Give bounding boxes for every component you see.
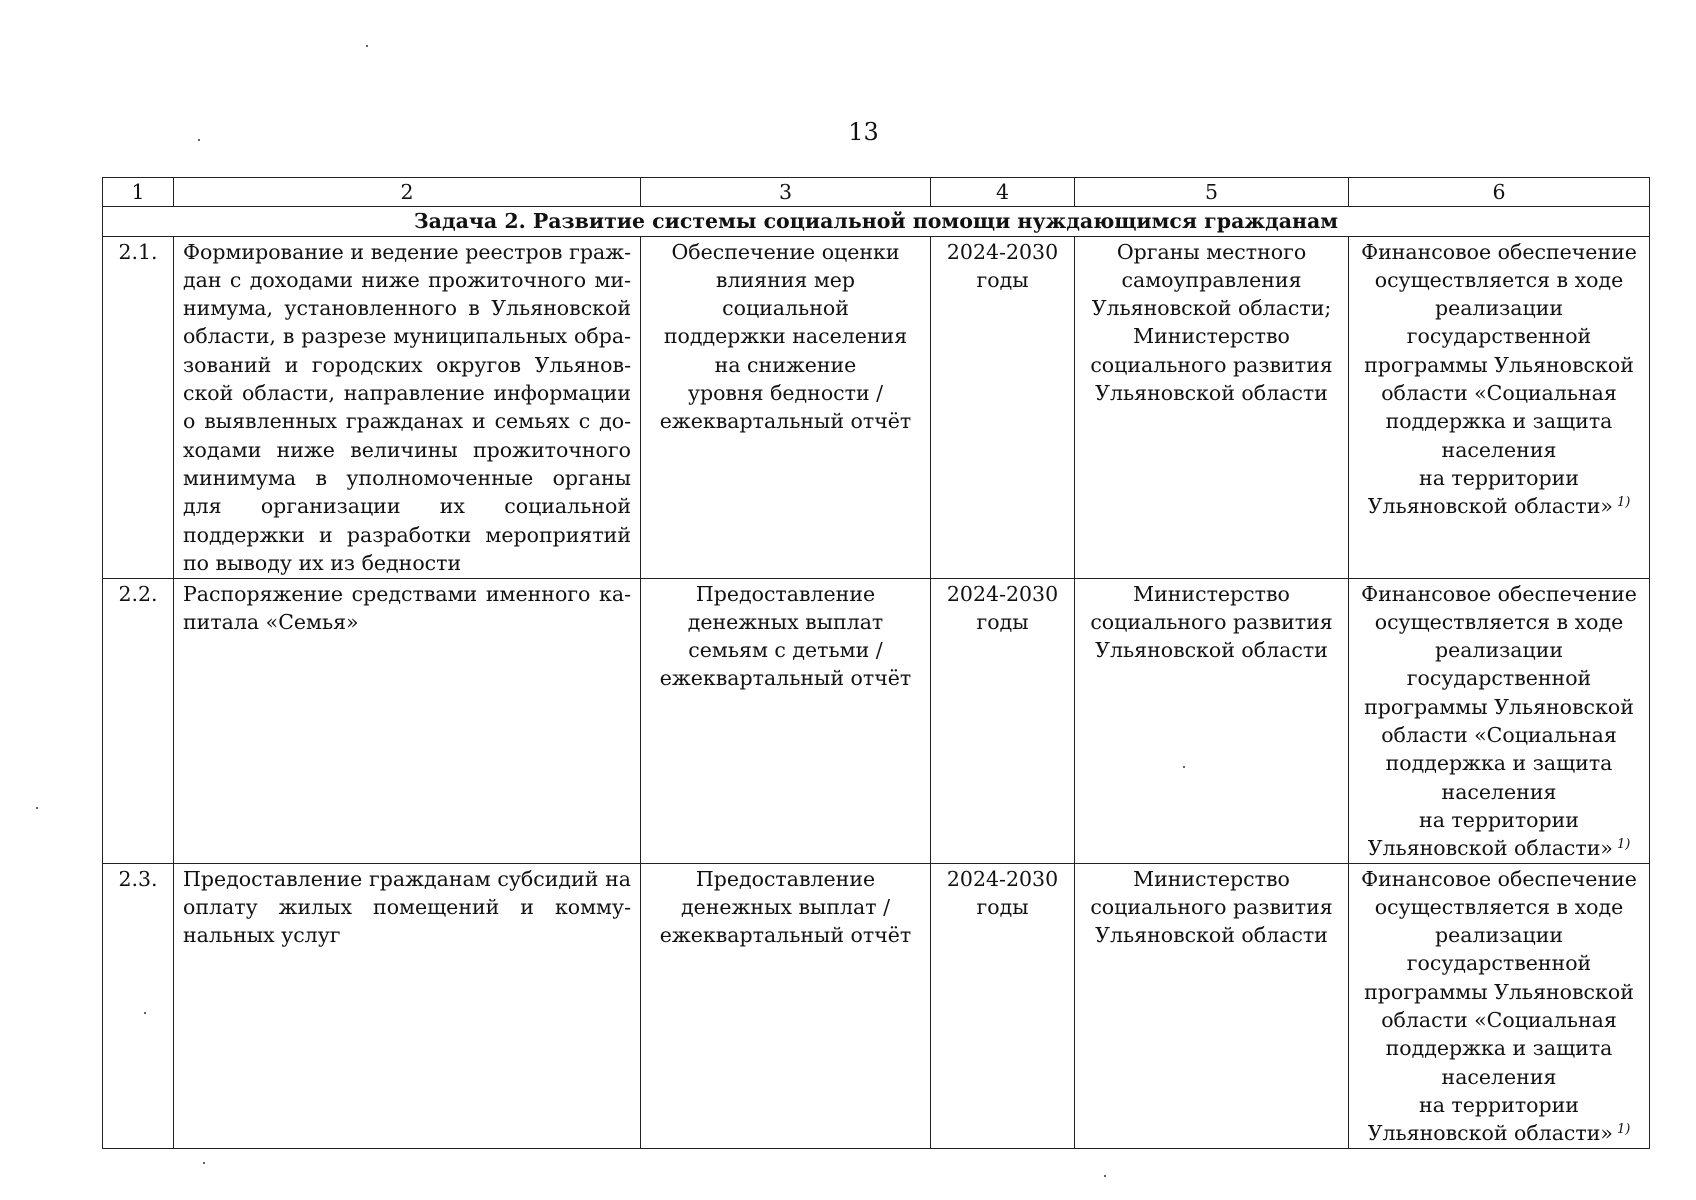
period-cell: 2024-2030 годы	[931, 236, 1075, 578]
table-row	[103, 236, 1650, 578]
scan-speck	[36, 807, 38, 809]
column-number-cell: 2	[174, 178, 641, 207]
result-cell: Предоставление денежных выплат / ежеквартальный отчёт	[641, 863, 931, 1148]
financing-text: Финансовое обеспечение осуществляется в ходе реализации государственной программы Ульяновской области «Социальная поддержка и защита населения на территории Ульяновской области»	[1361, 239, 1637, 519]
activity-cell: Распоряжение средствами именного капитала «Семья»	[174, 578, 641, 863]
scan-speck	[198, 139, 200, 141]
column-number-cell: 4	[931, 178, 1075, 207]
table-row	[103, 863, 1650, 1148]
scan-speck	[366, 45, 368, 47]
column-number-cell: 3	[641, 178, 931, 207]
period-cell: 2024-2030 годы	[931, 863, 1075, 1148]
column-number-cell: 6	[1349, 178, 1650, 207]
action-plan-table	[102, 177, 1650, 1149]
row-number: 2.3.	[103, 863, 174, 1148]
task-heading: Задача 2. Развитие системы социальной помощи нуждающимся гражданам	[103, 207, 1650, 236]
footnote-marker: 1)	[1616, 837, 1631, 853]
row-number: 2.1.	[103, 236, 174, 578]
page-number: 13	[848, 118, 879, 146]
financing-cell	[1349, 236, 1650, 578]
period-cell: 2024-2030 годы	[931, 578, 1075, 863]
financing-text: Финансовое обеспечение осуществляется в ходе реализации государственной программы Ульяновской области «Социальная поддержка и защита населения на территории Ульяновской области»	[1361, 581, 1637, 861]
result-cell: Предоставление денежных выплат семьям с детьми / ежеквартальный отчёт	[641, 578, 931, 863]
task-heading-row	[103, 207, 1650, 236]
financing-text: Финансовое обеспечение осуществляется в ходе реализации государственной программы Ульяновской области «Социальная поддержка и защита населения на территории Ульяновской области»	[1361, 866, 1637, 1146]
footnote-marker: 1)	[1616, 1122, 1631, 1138]
executors-cell: Министерство социального развития Ульяновской области	[1075, 863, 1349, 1148]
scan-speck	[144, 1012, 146, 1014]
financing-cell	[1349, 578, 1650, 863]
column-number-cell: 1	[103, 178, 174, 207]
row-number: 2.2.	[103, 578, 174, 863]
result-cell: Обеспечение оценки влияния мер социальной поддержки населения на снижение уровня бедности / ежеквартальный отчёт	[641, 236, 931, 578]
scan-speck	[1183, 766, 1185, 768]
financing-cell	[1349, 863, 1650, 1148]
executors-cell: Органы местного самоуправления Ульяновской области; Министерство социального развития Ульяновской области	[1075, 236, 1349, 578]
scan-speck	[203, 1162, 205, 1164]
activity-cell: Предоставление гражданам субсидий на оплату жилых помещений и коммунальных услуг	[174, 863, 641, 1148]
column-number-cell: 5	[1075, 178, 1349, 207]
executors-cell: Министерство социального развития Ульяновской области	[1075, 578, 1349, 863]
table-row	[103, 578, 1650, 863]
activity-cell: Формирование и ведение реестров граждан с доходами ниже прожиточного минимума, установленного в Ульяновской области, в разрезе муниципальных образований и городских округов Ульяновской области, направление информации о выявленных гражданах и семьях с доходами ниже величины прожиточного минимума в уполномоченные органы для организации их социальной поддержки и разработки мероприятий по выводу их из бедности	[174, 236, 641, 578]
column-number-row	[103, 178, 1650, 207]
footnote-marker: 1)	[1616, 495, 1631, 511]
scan-speck	[1104, 1175, 1106, 1177]
